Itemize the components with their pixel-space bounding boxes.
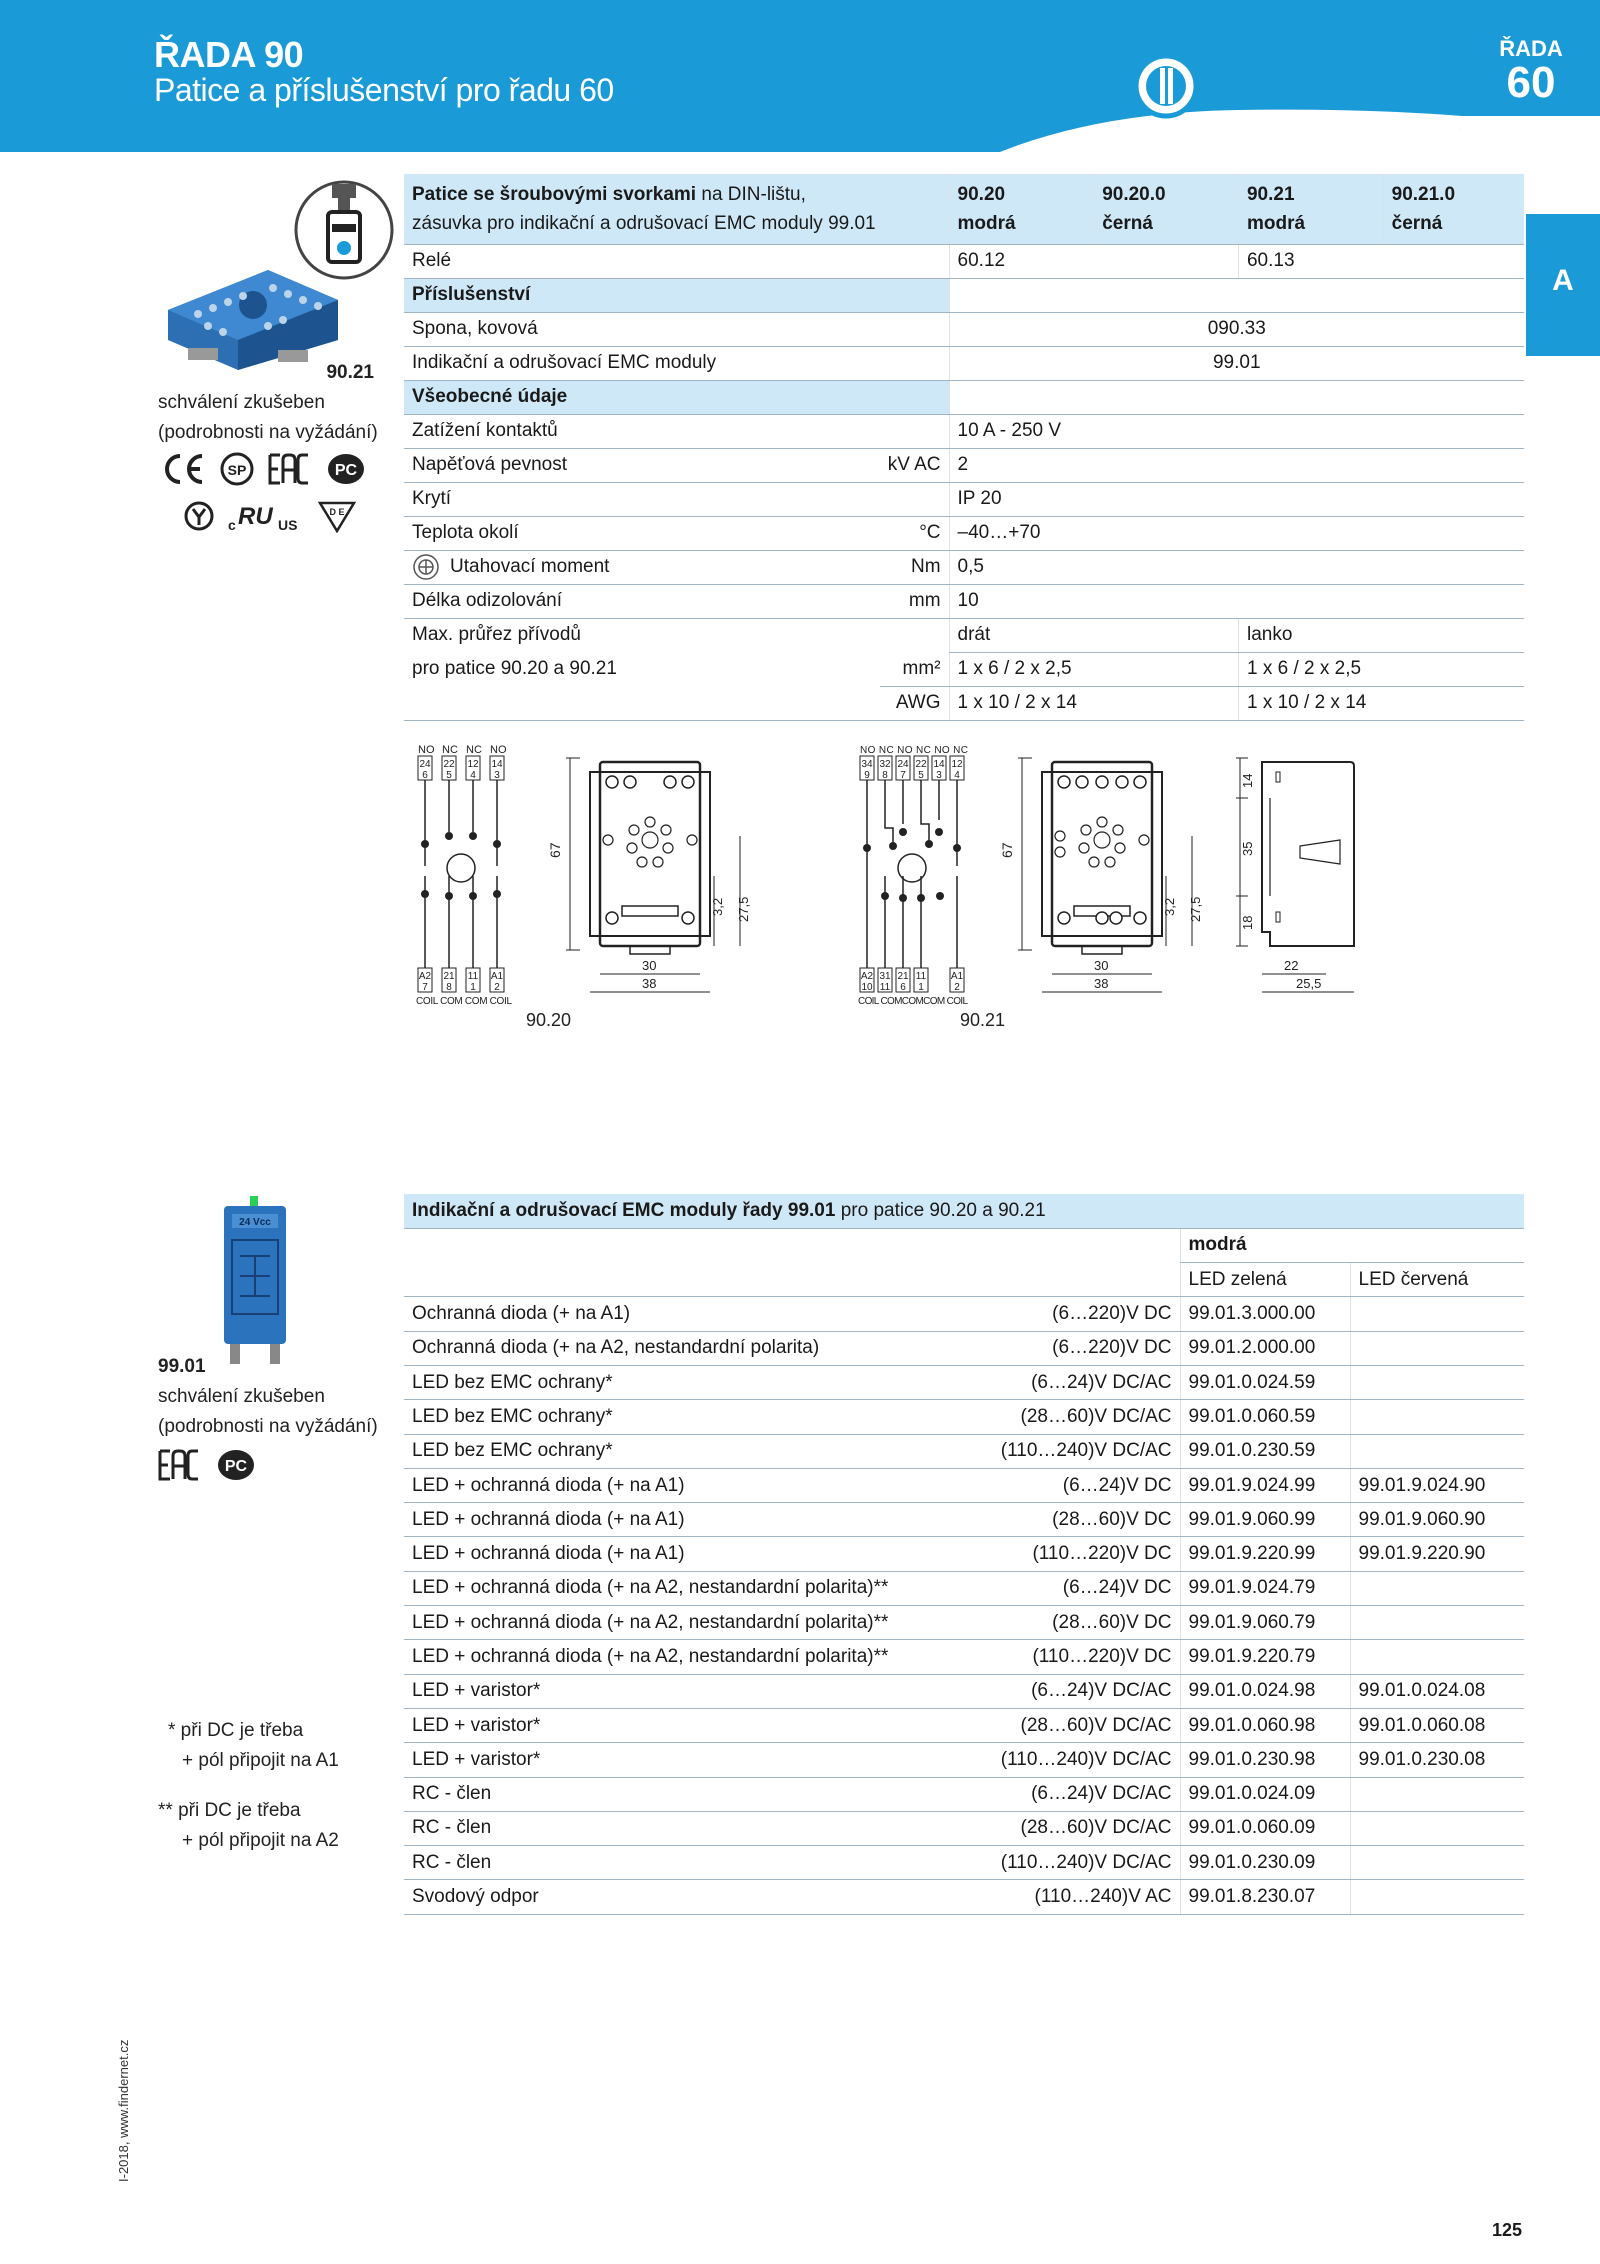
module-voltage-label: 24 Vcc (239, 1217, 271, 1228)
coil-com-labels: COIL COM COM COIL (416, 996, 512, 1007)
module-code-green: 99.01.2.000.00 (1180, 1331, 1350, 1365)
footnote-2-line2: + pól připojit na A2 (182, 1830, 339, 1851)
module-voltage-range: (28…60)V DC/AC (904, 1400, 1180, 1434)
module-voltage-range: (110…240)V DC/AC (904, 1743, 1180, 1777)
dim-d1: 3,2 (710, 897, 725, 916)
module-name: LED + varistor* (404, 1708, 904, 1742)
finder-logo (1130, 50, 1370, 122)
wire-col-b: lanko (1238, 618, 1524, 652)
footnote-1-line2: + pól připojit na A1 (182, 1750, 339, 1771)
module-code-green: 99.01.9.024.99 (1180, 1468, 1350, 1502)
side-view-drawing (1236, 758, 1354, 992)
term-index: 7 (422, 982, 428, 993)
module-row (404, 1640, 1524, 1674)
module-code-green: 99.01.0.024.98 (1180, 1674, 1350, 1708)
module-row (404, 1606, 1524, 1640)
accessories-heading-row (404, 278, 1524, 312)
module-voltage-range: (6…24)V DC (904, 1468, 1180, 1502)
module-code-red (1350, 1365, 1524, 1399)
spec-row (404, 584, 1524, 618)
socket-photo (168, 270, 348, 370)
module-name: LED + ochranná dioda (+ na A1) (404, 1468, 904, 1502)
spec-label: Napěťová pevnost (404, 448, 880, 482)
wire-mm-b: 1 x 6 / 2 x 2,5 (1238, 652, 1524, 686)
term-number: 21 (897, 971, 909, 982)
module-info (158, 1352, 398, 1442)
term-index: 10 (861, 982, 873, 993)
module-voltage-range: (6…220)V DC (904, 1331, 1180, 1365)
csa-icon (220, 452, 254, 486)
modules-title-row (404, 1194, 1524, 1228)
svg-text:D E: D E (329, 507, 345, 517)
svg-text:c: c (228, 517, 236, 533)
module-name: RC - člen (404, 1811, 904, 1845)
accessories-heading: Příslušenství (404, 278, 949, 312)
caption-90-20: 90.20 (526, 1010, 572, 1030)
term-index: 4 (954, 770, 960, 781)
module-cert-row (158, 1448, 256, 1482)
term-number: 21 (443, 971, 455, 982)
module-approval-line2: (podrobnosti na vyžádání) (158, 1416, 378, 1437)
module-row (404, 1537, 1524, 1571)
module-row (404, 1434, 1524, 1468)
wire-col-a: drát (949, 618, 1238, 652)
module-code-red (1350, 1297, 1524, 1331)
module-voltage-range: (110…220)V DC (904, 1640, 1180, 1674)
module-code-green: 99.01.8.230.07 (1180, 1880, 1350, 1914)
series-title: ŘADA 90 (154, 34, 304, 75)
module-code-green: 99.01.0.060.98 (1180, 1708, 1350, 1742)
module-row (404, 1846, 1524, 1880)
module-voltage-range: (28…60)V DC/AC (904, 1811, 1180, 1845)
module-voltage-range: (6…24)V DC/AC (904, 1674, 1180, 1708)
module-name: LED + ochranná dioda (+ na A2, nestandardní polarita)** (404, 1640, 904, 1674)
spec-header-row (404, 174, 1524, 244)
module-code-red: 99.01.9.220.90 (1350, 1537, 1524, 1571)
term-number: 24 (419, 759, 431, 770)
term-number: 12 (951, 759, 963, 770)
module-row (404, 1365, 1524, 1399)
module-name: LED bez EMC ochrany* (404, 1365, 904, 1399)
modules-table-body (404, 1297, 1524, 1914)
general-heading-row (404, 380, 1524, 414)
spec-unit: Nm (880, 550, 949, 584)
ul-us-mark-icon (228, 498, 304, 534)
module-code-red: 99.01.0.230.08 (1350, 1743, 1524, 1777)
dim-s3: 18 (1240, 915, 1255, 930)
dim-height: 67 (547, 842, 563, 858)
module-code: 99.01 (158, 1356, 206, 1377)
cert-row-1 (160, 452, 366, 486)
approval-line1: schválení zkušeben (158, 392, 325, 413)
module-name: Ochranná dioda (+ na A1) (404, 1297, 904, 1331)
modules-row (404, 346, 1524, 380)
footnote-1-line1: * při DC je třeba (168, 1720, 304, 1741)
spec-title-bold: Patice se šroubovými svorkami (412, 183, 697, 205)
module-row (404, 1571, 1524, 1605)
term-index: 1 (470, 982, 476, 993)
module-name: LED + ochranná dioda (+ na A1) (404, 1503, 904, 1537)
term-index: 7 (900, 770, 906, 781)
col-code-1: 90.20 (957, 183, 1006, 205)
module-name: RC - člen (404, 1777, 904, 1811)
spec-row (404, 448, 1524, 482)
term-index: 4 (470, 770, 476, 781)
module-code-red (1350, 1400, 1524, 1434)
dim-d2: 27,5 (736, 896, 751, 922)
col-color-3: modrá (1246, 212, 1306, 234)
spec-value: 10 (949, 584, 1524, 618)
spec-row (404, 414, 1524, 448)
module-approval-line1: schválení zkušeben (158, 1386, 325, 1407)
eac-mark-icon (158, 1448, 202, 1482)
col-color-1: modrá (957, 212, 1016, 234)
term-number: 12 (467, 759, 479, 770)
ce-mark-icon (160, 452, 206, 486)
term-index: 9 (864, 770, 870, 781)
col-code-3: 90.21 (1246, 183, 1295, 205)
module-voltage-range: (6…220)V DC (904, 1297, 1180, 1331)
spec-label: Krytí (404, 482, 880, 516)
brand-name: finder (1206, 64, 1323, 111)
term-number: A1 (950, 971, 964, 982)
term-index: 8 (882, 770, 888, 781)
module-row (404, 1880, 1524, 1914)
term-number: A2 (418, 971, 432, 982)
module-row (404, 1400, 1524, 1434)
lloyds-icon (184, 499, 214, 533)
module-row (404, 1777, 1524, 1811)
module-code-green: 99.01.0.230.09 (1180, 1846, 1350, 1880)
col-code-4: 90.21.0 (1391, 183, 1456, 205)
wire-label2: pro patice 90.20 a 90.21 (412, 658, 617, 679)
term-index: 6 (422, 770, 428, 781)
module-code-green: 99.01.0.024.09 (1180, 1777, 1350, 1811)
module-code-red (1350, 1331, 1524, 1365)
socket-info (158, 358, 398, 448)
spec-label: Zatížení kontaktů (404, 414, 880, 448)
dim-w2: 38 (642, 976, 657, 991)
module-row (404, 1503, 1524, 1537)
vde-icon (318, 499, 356, 533)
module-name: Ochranná dioda (+ na A2, nestandardní polarita) (404, 1331, 904, 1365)
spec-value: 0,5 (949, 550, 1524, 584)
page-number: 125 (1492, 2220, 1523, 2240)
module-row (404, 1674, 1524, 1708)
led-red-header: LED červená (1350, 1263, 1524, 1297)
module-name: LED bez EMC ochrany* (404, 1400, 904, 1434)
module-code-green: 99.01.0.230.98 (1180, 1743, 1350, 1777)
coil-com-labels: COIL COMCOMCOM COIL (858, 996, 968, 1007)
term-index: 11 (879, 982, 891, 993)
dim-w2: 38 (1094, 976, 1109, 991)
term-index: 1 (918, 982, 924, 993)
term-number: 32 (879, 759, 891, 770)
approval-line2: (podrobnosti na vyžádání) (158, 422, 378, 443)
rele-row (404, 244, 1524, 278)
spec-value: 10 A - 250 V (949, 414, 1524, 448)
module-voltage-range: (28…60)V DC (904, 1606, 1180, 1640)
clip-row (404, 312, 1524, 346)
modules-title-rest: pro patice 90.20 a 90.21 (835, 1199, 1046, 1221)
rele-value-1: 60.12 (949, 244, 1238, 278)
wire-awg-b: 1 x 10 / 2 x 14 (1238, 686, 1524, 720)
clip-value: 090.33 (949, 312, 1524, 346)
drawing-90-21 (999, 758, 1203, 992)
module-row (404, 1708, 1524, 1742)
module-voltage-range: (28…60)V DC/AC (904, 1708, 1180, 1742)
svg-text:SP: SP (227, 462, 247, 478)
svg-text:PC: PC (334, 462, 358, 479)
module-code-red (1350, 1606, 1524, 1640)
term-label: NC (466, 744, 482, 756)
module-code-green: 99.01.0.060.59 (1180, 1400, 1350, 1434)
led-green-header: LED zelená (1180, 1263, 1350, 1297)
module-name: LED + ochranná dioda (+ na A1) (404, 1537, 904, 1571)
module-photo (210, 1196, 300, 1366)
term-index: 2 (954, 982, 960, 993)
term-number: 14 (933, 759, 945, 770)
module-code-green: 99.01.9.060.99 (1180, 1503, 1350, 1537)
term-index: 3 (494, 770, 500, 781)
spec-unit: °C (880, 516, 949, 550)
module-code-green: 99.01.9.220.99 (1180, 1537, 1350, 1571)
dim-d2: 27,5 (1188, 896, 1203, 922)
module-row (404, 1811, 1524, 1845)
module-row (404, 1331, 1524, 1365)
module-name: LED bez EMC ochrany* (404, 1434, 904, 1468)
term-number: 34 (861, 759, 873, 770)
module-code-red: 99.01.0.024.08 (1350, 1674, 1524, 1708)
module-name: LED + varistor* (404, 1743, 904, 1777)
spec-value: –40…+70 (949, 516, 1524, 550)
term-number: 31 (879, 971, 891, 982)
caption-90-21: 90.21 (960, 1010, 1006, 1030)
wire-mm-a: 1 x 6 / 2 x 2,5 (949, 652, 1238, 686)
module-code-green: 99.01.0.060.09 (1180, 1811, 1350, 1845)
dim-d1: 3,2 (1162, 897, 1177, 916)
module-code-red (1350, 1777, 1524, 1811)
term-number: 11 (467, 971, 479, 982)
spec-row (404, 550, 1524, 584)
dim-sw1: 22 (1284, 958, 1299, 973)
spec-unit: mm (880, 584, 949, 618)
footnotes (158, 1716, 339, 1876)
spec-row (404, 516, 1524, 550)
module-code-red: 99.01.9.060.90 (1350, 1503, 1524, 1537)
spec-label: Délka odizolování (404, 584, 880, 618)
svg-text:PC: PC (224, 1458, 248, 1475)
module-row (404, 1743, 1524, 1777)
module-voltage-range: (6…24)V DC/AC (904, 1365, 1180, 1399)
pct-icon (326, 452, 366, 486)
module-code-red (1350, 1434, 1524, 1468)
drawing-90-20 (547, 758, 751, 992)
term-label: NO (490, 744, 507, 756)
socket-spec-table (404, 174, 1524, 721)
term-number: 24 (897, 759, 909, 770)
module-voltage-range: (6…24)V DC (904, 1571, 1180, 1605)
term-number: A2 (860, 971, 874, 982)
module-code-green: 99.01.3.000.00 (1180, 1297, 1350, 1331)
footnote-2-line1: ** při DC je třeba (158, 1800, 301, 1821)
module-name: RC - člen (404, 1846, 904, 1880)
col-code-2: 90.20.0 (1102, 183, 1166, 205)
module-row (404, 1297, 1524, 1331)
module-voltage-range: (110…220)V DC (904, 1537, 1180, 1571)
torque-icon (412, 553, 440, 581)
term-label: NO (418, 744, 435, 756)
footer-credit: I-2018, www.findernet.cz (116, 2039, 131, 2182)
module-code-red (1350, 1811, 1524, 1845)
spec-label: Teplota okolí (404, 516, 880, 550)
dim-s1: 14 (1240, 773, 1255, 788)
spec-row (404, 482, 1524, 516)
module-code-red: 99.01.9.024.90 (1350, 1468, 1524, 1502)
svg-text:US: US (278, 517, 298, 533)
module-voltage-range: (28…60)V DC (904, 1503, 1180, 1537)
rele-label: Relé (404, 244, 949, 278)
wiring-90-20 (416, 744, 571, 1030)
dim-w1: 30 (1094, 958, 1109, 973)
module-name: Svodový odpor (404, 1880, 904, 1914)
module-code-red (1350, 1571, 1524, 1605)
wire-awg-row (404, 686, 1524, 720)
screw-terminal-icon (290, 176, 398, 284)
modules-led-row (404, 1263, 1524, 1297)
term-index: 2 (494, 982, 500, 993)
wire-awg-unit: AWG (880, 686, 949, 720)
spec-unit (880, 482, 949, 516)
term-index: 5 (446, 770, 452, 781)
module-code-red: 99.01.0.060.08 (1350, 1708, 1524, 1742)
wire-row (404, 618, 1524, 652)
term-index: 3 (936, 770, 942, 781)
modules-label: Indikační a odrušovací EMC moduly (404, 346, 949, 380)
clip-label: Spona, kovová (404, 312, 949, 346)
svg-text:RU: RU (238, 503, 273, 530)
module-row (404, 1468, 1524, 1502)
modules-table (404, 1194, 1524, 1915)
socket-code: 90.21 (326, 362, 374, 383)
dim-w1: 30 (642, 958, 657, 973)
series-subtitle: Patice a příslušenství pro řadu 60 (154, 72, 614, 108)
dim-sw2: 25,5 (1296, 976, 1322, 991)
spec-unit (880, 414, 949, 448)
module-code-green: 99.01.9.024.79 (1180, 1571, 1350, 1605)
module-code-green: 99.01.0.230.59 (1180, 1434, 1350, 1468)
term-index: 6 (900, 982, 906, 993)
term-number: 22 (443, 759, 455, 770)
term-number: 14 (491, 759, 503, 770)
module-voltage-range: (110…240)V AC (904, 1880, 1180, 1914)
term-index: 8 (446, 982, 452, 993)
module-name: LED + varistor* (404, 1674, 904, 1708)
term-number: 11 (915, 971, 927, 982)
module-code-green: 99.01.0.024.59 (1180, 1365, 1350, 1399)
section-tab: A (1526, 214, 1600, 356)
col-color-2: černá (1102, 212, 1153, 234)
eac-mark-icon (268, 452, 312, 486)
module-code-red (1350, 1846, 1524, 1880)
spec-title-line2: zásuvka pro indikační a odrušovací EMC moduly 99.01 (412, 212, 876, 234)
term-label: NC (442, 744, 458, 756)
modules-color-row (404, 1228, 1524, 1262)
series-tab (1462, 0, 1600, 116)
wiring-dimension-diagram (400, 736, 1380, 1036)
wiring-90-21 (858, 745, 1005, 1030)
color-header: modrá (1180, 1228, 1524, 1262)
dim-s2: 35 (1240, 841, 1255, 856)
series-tab-number: 60 (1506, 58, 1556, 107)
module-name: LED + ochranná dioda (+ na A2, nestandardní polarita)** (404, 1606, 904, 1640)
general-heading: Všeobecné údaje (404, 380, 949, 414)
col-color-4: černá (1391, 212, 1443, 234)
spec-title-rest: na DIN-lištu, (696, 183, 806, 205)
wire-label: Max. průřez přívodů (412, 624, 581, 646)
term-labels: NO NC NO NC NO NC (860, 745, 968, 756)
module-code-red (1350, 1640, 1524, 1674)
module-voltage-range: (110…240)V DC/AC (904, 1846, 1180, 1880)
module-voltage-range: (110…240)V DC/AC (904, 1434, 1180, 1468)
spec-value: 2 (949, 448, 1524, 482)
module-name: LED + ochranná dioda (+ na A2, nestandardní polarita)** (404, 1571, 904, 1605)
spec-label: Utahovací moment (450, 556, 610, 578)
series-tab-label: ŘADA (1499, 36, 1563, 61)
rele-value-2: 60.13 (1238, 244, 1524, 278)
modules-title-bold: Indikační a odrušovací EMC moduly řady 99.01 (412, 1199, 836, 1221)
wire-awg-a: 1 x 10 / 2 x 14 (949, 686, 1238, 720)
module-voltage-range: (6…24)V DC/AC (904, 1777, 1180, 1811)
modules-value: 99.01 (949, 346, 1524, 380)
cert-row-2 (184, 498, 356, 534)
page-header (0, 0, 1600, 160)
spec-unit: kV AC (880, 448, 949, 482)
module-code-red (1350, 1880, 1524, 1914)
pct-icon (216, 1448, 256, 1482)
term-number: 22 (915, 759, 927, 770)
spec-value: IP 20 (949, 482, 1524, 516)
module-code-green: 99.01.9.060.79 (1180, 1606, 1350, 1640)
wire-mm-row (404, 652, 1524, 686)
module-code-green: 99.01.9.220.79 (1180, 1640, 1350, 1674)
wire-mm-unit: mm² (880, 652, 949, 686)
dim-height: 67 (999, 842, 1015, 858)
term-number: A1 (490, 971, 504, 982)
term-index: 5 (918, 770, 924, 781)
